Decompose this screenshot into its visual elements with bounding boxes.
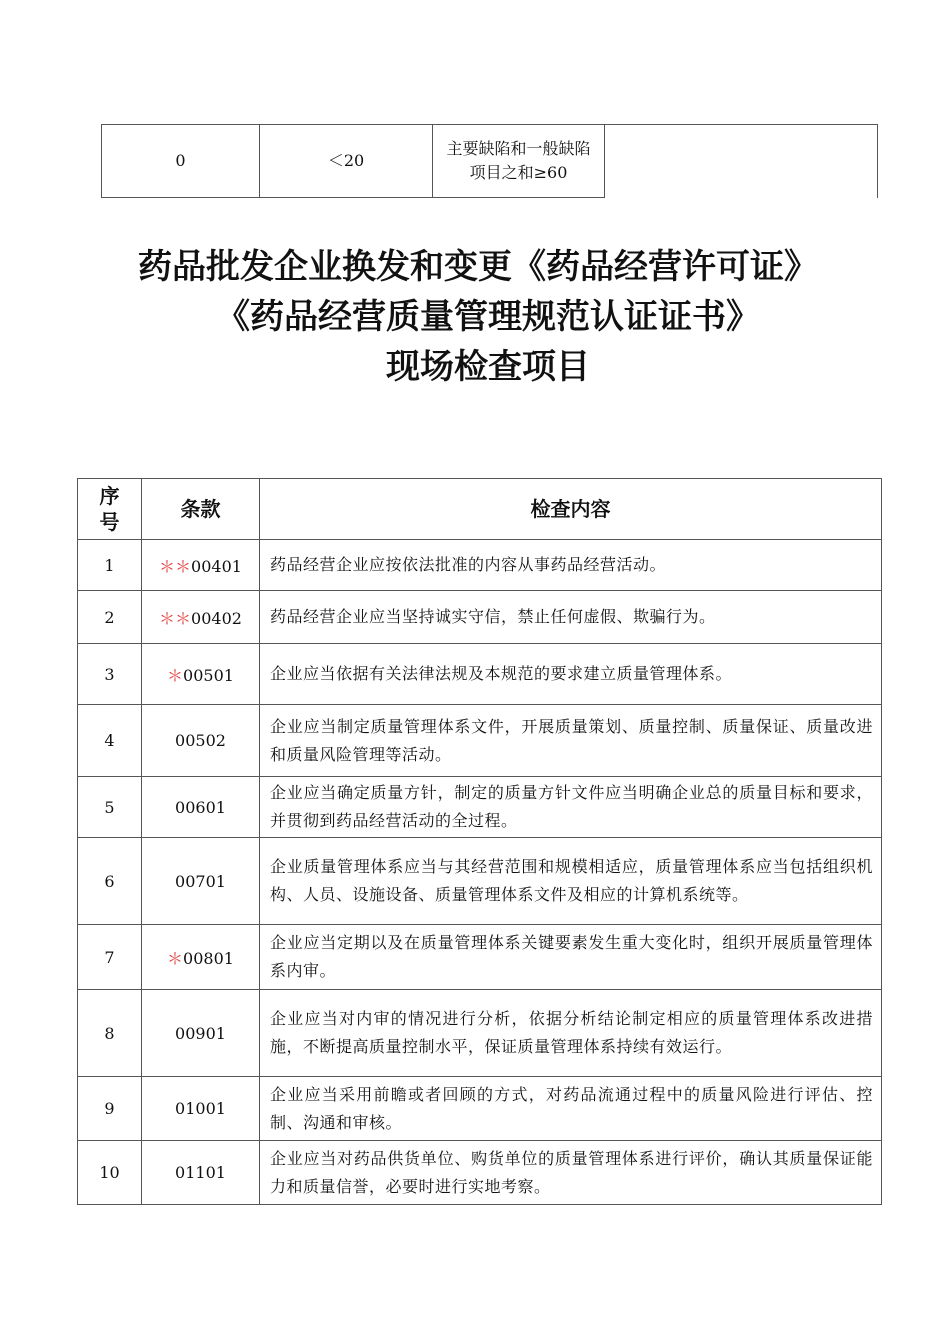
previous-table-fragment (101, 124, 878, 198)
check-content: 企业应当定期以及在质量管理体系关键要素发生重大变化时，组织开展质量管理体系内审。 (260, 925, 882, 990)
key-item-star: ＊ (167, 948, 184, 968)
table-row (78, 990, 882, 1077)
check-content: 药品经营企业应按依法批准的内容从事药品经营活动。 (260, 540, 882, 591)
check-content: 企业应当采用前瞻或者回顾的方式，对药品流通过程中的质量风险进行评估、控制、沟通和审核。 (260, 1077, 882, 1141)
table-header-row (78, 479, 882, 540)
title-line-1: 药品批发企业换发和变更《药品经营许可证》 (138, 247, 818, 287)
check-content: 企业应当依据有关法律法规及本规范的要求建立质量管理体系。 (260, 644, 882, 705)
table-row (78, 644, 882, 705)
title-line-2: 《药品经营质量管理规范认证证书》 (216, 297, 760, 337)
clause-code: ＊＊00401 (142, 540, 260, 591)
check-content: 企业应当对内审的情况进行分析，依据分析结论制定相应的质量管理体系改进措施，不断提高质量控制水平，保证质量管理体系持续有效运行。 (260, 990, 882, 1077)
row-number: 10 (78, 1141, 142, 1205)
clause-code: 00601 (142, 777, 260, 838)
defect-sum-cell: 主要缺陷和一般缺陷项目之和≥60 (433, 125, 605, 198)
table-row (78, 1077, 882, 1141)
check-content: 企业应当制定质量管理体系文件，开展质量策划、质量控制、质量保证、质量改进和质量风险管理等活动。 (260, 705, 882, 777)
clause-code: ＊＊00402 (142, 591, 260, 644)
check-content: 企业应当对药品供货单位、购货单位的质量管理体系进行评价，确认其质量保证能力和质量信誉，必要时进行实地考察。 (260, 1141, 882, 1205)
clause-code: 01101 (142, 1141, 260, 1205)
clause-code: ＊00501 (142, 644, 260, 705)
clause-code: 00701 (142, 838, 260, 925)
table-row (78, 540, 882, 591)
table-row (78, 705, 882, 777)
row-number: 2 (78, 591, 142, 644)
header-content: 检查内容 (260, 479, 882, 540)
result-cell (605, 125, 878, 198)
clause-code: 00901 (142, 990, 260, 1077)
header-clause: 条款 (142, 479, 260, 540)
row-number: 5 (78, 777, 142, 838)
row-number: 3 (78, 644, 142, 705)
key-item-star: ＊＊ (159, 608, 192, 628)
table-row (78, 925, 882, 990)
table-row (78, 1141, 882, 1205)
score-cell: 0 (102, 125, 260, 198)
table-row (78, 777, 882, 838)
row-number: 9 (78, 1077, 142, 1141)
clause-code: 01001 (142, 1077, 260, 1141)
severe-count-cell: ＜20 (260, 125, 433, 198)
table-row (78, 591, 882, 644)
key-item-star: ＊ (167, 665, 184, 685)
clause-code: 00502 (142, 705, 260, 777)
row-number: 4 (78, 705, 142, 777)
check-content: 企业质量管理体系应当与其经营范围和规模相适应，质量管理体系应当包括组织机构、人员、设施设备、质量管理体系文件及相应的计算机系统等。 (260, 838, 882, 925)
row-number: 6 (78, 838, 142, 925)
document-title (138, 242, 838, 392)
table-row (78, 838, 882, 925)
row-number: 7 (78, 925, 142, 990)
check-content: 企业应当确定质量方针，制定的质量方针文件应当明确企业总的质量目标和要求，并贯彻到药品经营活动的全过程。 (260, 777, 882, 838)
row-number: 8 (78, 990, 142, 1077)
check-content: 药品经营企业应当坚持诚实守信，禁止任何虚假、欺骗行为。 (260, 591, 882, 644)
header-no: 序号 (78, 479, 142, 540)
key-item-star: ＊＊ (159, 556, 192, 576)
inspection-items-table (77, 478, 882, 1205)
title-line-3: 现场检查项目 (386, 347, 590, 387)
clause-code: ＊00801 (142, 925, 260, 990)
table-row (102, 125, 878, 198)
row-number: 1 (78, 540, 142, 591)
